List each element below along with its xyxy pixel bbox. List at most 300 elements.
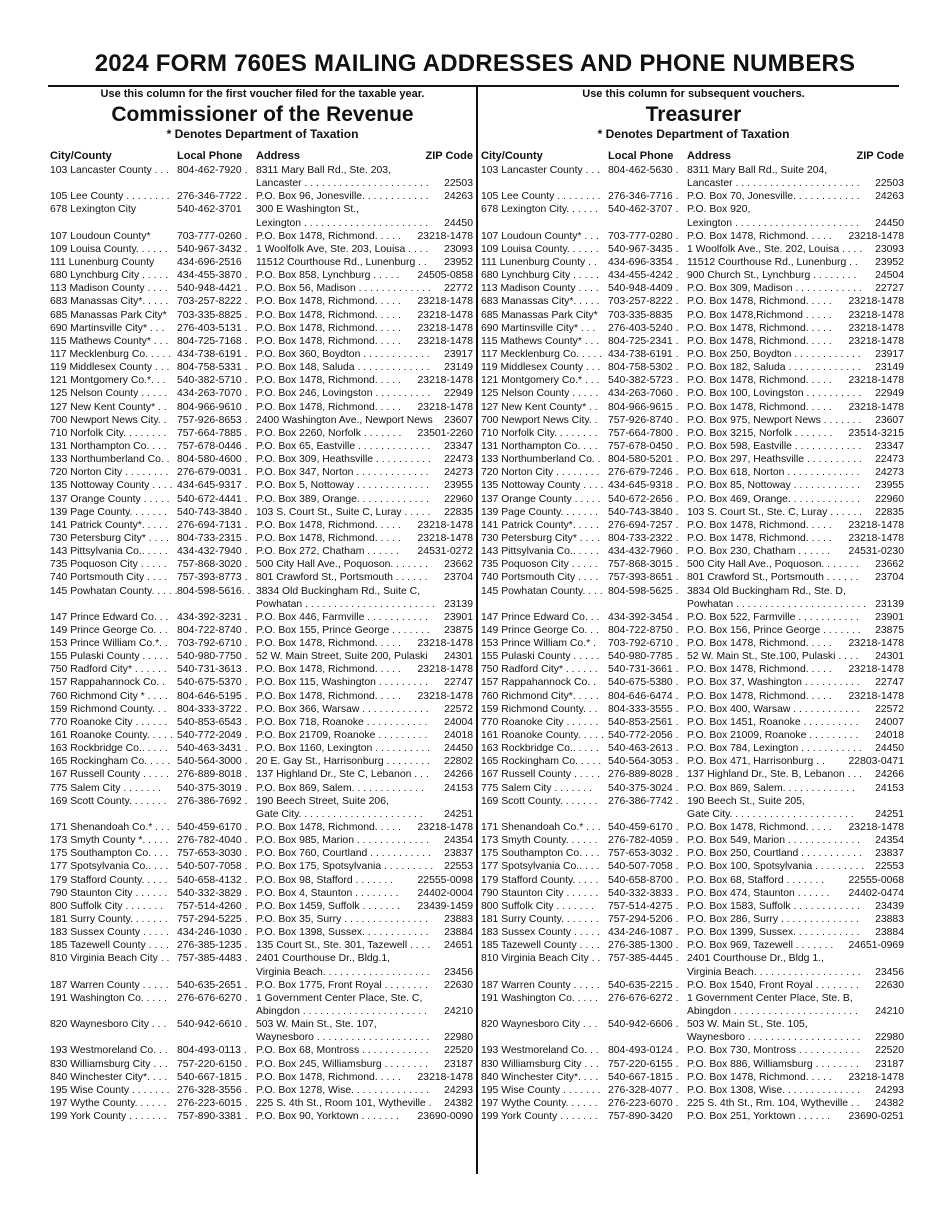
header-phone: Local Phone (177, 150, 243, 162)
table-row (481, 558, 906, 571)
cell-city: 157 Rappahannock Co. . (481, 677, 596, 689)
cell-zip: 23218-1478 (848, 230, 904, 242)
cell-city: 710 Norfolk City. . . . . . . . (50, 427, 167, 439)
table-row (50, 834, 475, 847)
cell-city: 810 Virginia Beach City . . (481, 953, 601, 965)
cell-phone: 703-257-8222 . (177, 296, 248, 308)
cell-city: 700 Newport News City. . (481, 414, 598, 426)
table-row (481, 230, 906, 243)
table-row (50, 913, 475, 926)
cell-zip: 23883 (444, 914, 473, 926)
cell-zip: 22727 (875, 283, 904, 295)
cell-address: P.O. Box 21709, Roanoke . . . . . . . . . (256, 730, 428, 742)
cell-address: P.O. Box 272, Chatham . . . . . . (256, 546, 400, 558)
cell-phone: 540-462-3707 . (608, 204, 679, 216)
cell-address: P.O. Box 90, Yorktown . . . . . . . (256, 1111, 400, 1123)
table-header (481, 148, 906, 164)
cell-phone: 540-382-5710 . (177, 375, 248, 387)
table-row (481, 374, 906, 387)
cell-address: P.O. Box 1451, Roanoke . . . . . . . . . . (687, 716, 859, 728)
cell-phone: 276-889-8028 . (608, 769, 679, 781)
table-row (481, 322, 906, 335)
table-row (50, 703, 475, 716)
cell-zip: 23607 (444, 414, 473, 426)
table-row (50, 190, 475, 203)
cell-zip: 23662 (875, 559, 904, 571)
cell-city: 720 Norton City . . . . . . . . (481, 467, 600, 479)
cell-address: 20 E. Gay St., Harrisonburg . . . . . . . . (256, 756, 430, 768)
cell-phone: 434-263-7070 . (177, 388, 248, 400)
cell-phone: 540-980-7785 . (608, 651, 679, 663)
cell-address: P.O. Box 886, Williamsburg . . . . . . . . (687, 1058, 859, 1070)
cell-phone: 804-580-5201 . (608, 454, 679, 466)
cell-phone: 757-890-3420 (608, 1111, 673, 1123)
cell-phone: 276-694-7131 . (177, 519, 248, 531)
table-row (50, 361, 475, 374)
cell-address: P.O. Box 1478, Richmond. . . . . (256, 401, 401, 413)
cell-address: P.O. Box 2260, Norfolk . . . . . . . (256, 427, 402, 439)
table-row (50, 532, 475, 545)
table-row (50, 322, 475, 335)
cell-phone: 434-455-3870 . (177, 270, 248, 282)
cell-address: 225 S. 4th St., Rm. 104, Wytheville . . (687, 1097, 860, 1109)
cell-address: P.O. Box 858, Lynchburg . . . . . (256, 270, 400, 282)
cell-address: P.O. Box 250, Boydton . . . . . . . . . . . . (687, 348, 861, 360)
cell-address: P.O. Box 65, Eastville . . . . . . . . . . . . . (256, 440, 431, 452)
cell-city: 760 Richmond City * . . . . (50, 690, 168, 702)
cell-address: P.O. Box 1478, Richmond. . . . . (687, 335, 832, 347)
cell-address: Powhatan . . . . . . . . . . . . . . . . . . . . . . . (687, 598, 867, 610)
cell-address: 503 W. Main St., Ste. 107, (256, 1019, 377, 1031)
cell-zip: 22747 (875, 677, 904, 689)
cell-zip: 23955 (444, 480, 473, 492)
cell-zip: 24450 (875, 217, 904, 229)
cell-zip: 23139 (444, 598, 473, 610)
cell-zip: 24382 (444, 1097, 473, 1109)
cell-zip: 24266 (444, 769, 473, 781)
cell-phone: 276-385-1235 . (177, 940, 248, 952)
table-row (50, 348, 475, 361)
cell-city: 139 Page County. . . . . . . (50, 506, 168, 518)
cell-city: 119 Middlesex County . . . (50, 362, 170, 374)
cell-address: P.O. Box 869, Salem. . . . . . . . . . . . . (687, 782, 855, 794)
cell-address: P.O. Box 1478, Richmond. . . . . (256, 309, 401, 321)
cell-address: P.O. Box 96, Jonesville. . . . . . . . . . . . (256, 191, 429, 203)
cell-zip: 23218-1478 (417, 309, 473, 321)
cell-zip: 23218-1478 (417, 401, 473, 413)
cell-address: 1 Government Center Place, Ste. B, (687, 992, 853, 1004)
cell-city: 760 Richmond City*. . . . . (481, 690, 599, 702)
cell-zip: 23218-1478 (848, 664, 904, 676)
table-row (481, 585, 906, 598)
cell-zip: 23218-1478 (848, 309, 904, 321)
table-row (50, 269, 475, 282)
table-row (481, 466, 906, 479)
cell-phone: 757-653-3030 . (177, 848, 248, 860)
table-row (481, 217, 906, 230)
cell-zip: 23218-1478 (417, 1071, 473, 1083)
table-row (481, 427, 906, 440)
header-city: City/County (481, 150, 543, 162)
cell-address: P.O. Box 1478, Richmond. . . . . (256, 519, 401, 531)
cell-phone: 540-853-2561 . (608, 716, 679, 728)
cell-address: 8311 Mary Ball Rd., Ste. 203, (256, 165, 391, 176)
cell-address: 1 Government Center Place, Ste. C, (256, 992, 423, 1004)
cell-phone: 276-328-4077 . (608, 1084, 679, 1096)
cell-zip: 23514-3215 (848, 427, 904, 439)
cell-address: Lancaster . . . . . . . . . . . . . . . . . . . . . . (256, 178, 429, 190)
cell-address: P.O. Box 469, Orange. . . . . . . . . . . . . (687, 493, 861, 505)
table-row (481, 1097, 906, 1110)
table-row (50, 992, 475, 1005)
cell-phone: 540-731-3661 . (608, 664, 679, 676)
table-row (481, 808, 906, 821)
table-row (481, 348, 906, 361)
cell-phone: 276-223-6070 . (608, 1097, 679, 1109)
cell-phone: 804-646-5195 . (177, 690, 248, 702)
table-row (50, 164, 475, 177)
cell-zip: 22803-0471 (848, 756, 904, 768)
cell-phone: 276-403-5240 . (608, 322, 679, 334)
cell-city: 195 Wise County . . . . . . . (50, 1084, 170, 1096)
cell-address: P.O. Box 297, Heathsville . . . . . . . . . . (687, 454, 862, 466)
cell-address: P.O. Box 1775, Front Royal . . . . . . . . (256, 979, 428, 991)
cell-address: Powhatan . . . . . . . . . . . . . . . . . . . . . . . (256, 598, 436, 610)
column-note: Use this column for subsequent vouchers. (582, 88, 805, 100)
cell-phone: 804-725-2341 . (608, 335, 679, 347)
cell-address: P.O. Box 1278, Wise. . . . . . . . . . . . . . (256, 1084, 430, 1096)
table-row (50, 401, 475, 414)
cell-phone: 540-743-3840 . (177, 506, 248, 518)
cell-address: P.O. Box 1478, Richmond. . . . . (687, 322, 832, 334)
cell-city: 115 Mathews County* . . . (481, 335, 600, 347)
table-row (50, 755, 475, 768)
table-row (481, 611, 906, 624)
cell-address: 103 S. Court St., Suite C, Luray . . . . . (256, 506, 431, 518)
cell-city: 790 Staunton City . . . . . . (50, 887, 168, 899)
cell-address: P.O. Box 1478, Richmond. . . . . (256, 322, 401, 334)
cell-address: P.O. Box 1478, Richmond. . . . . (687, 690, 832, 702)
cell-zip: 23218-1478 (417, 335, 473, 347)
cell-address: 3834 Old Buckingham Rd., Suite C, (256, 585, 421, 597)
cell-city: 135 Nottoway County . . . . (50, 480, 173, 492)
table-row (50, 1031, 475, 1044)
page-title: 2024 FORM 760ES MAILING ADDRESSES AND PHONE NUMBERS (94, 50, 856, 77)
cell-zip: 24263 (875, 191, 904, 203)
table-row (481, 860, 906, 873)
cell-address: P.O. Box 869, Salem. . . . . . . . . . . . . (256, 782, 424, 794)
table-row (481, 519, 906, 532)
cell-city: 117 Mecklenburg Co. . . . . (50, 348, 172, 360)
cell-address: 3834 Old Buckingham Rd., Ste. D, (687, 585, 846, 597)
cell-city: 185 Tazewell County . . . . (50, 940, 169, 952)
cell-zip: 24354 (875, 835, 904, 847)
table-row (50, 1044, 475, 1057)
cell-phone: 434-738-6191 . (177, 348, 248, 360)
cell-zip: 23837 (444, 848, 473, 860)
commissioner-column (50, 87, 475, 1123)
cell-zip: 23218-1478 (848, 519, 904, 531)
cell-city: 127 New Kent County* . . (50, 401, 167, 413)
cell-zip: 23218-1478 (848, 1071, 904, 1083)
cell-address: P.O. Box 347, Norton . . . . . . . . . . . . . (256, 467, 429, 479)
cell-zip: 24210 (875, 1006, 904, 1017)
cell-city: 161 Roanoke County. . . . . (50, 730, 173, 742)
table-row (481, 637, 906, 650)
cell-phone: 804-598-5625 . (608, 585, 679, 597)
table-row (481, 1058, 906, 1071)
cell-phone: 540-463-2613 . (608, 743, 679, 755)
cell-address: P.O. Box 760, Courtland . . . . . . . . . . . (256, 848, 431, 860)
table-row (50, 768, 475, 781)
cell-city: 137 Orange County . . . . . (50, 493, 170, 505)
cell-zip: 23690-0251 (848, 1111, 904, 1123)
cell-city: 800 Suffolk City . . . . . . . (50, 900, 163, 912)
cell-city: 169 Scott County. . . . . . . (481, 795, 598, 807)
cell-zip: 24531-0272 (417, 546, 473, 558)
cell-phone: 757-514-4260 . (177, 900, 248, 912)
cell-phone: 703-777-0260 . (177, 230, 248, 242)
cell-city: 131 Northampton Co. . . . (481, 440, 598, 452)
cell-zip: 23952 (444, 256, 473, 268)
table-row (481, 979, 906, 992)
cell-address: P.O. Box 70, Jonesville. . . . . . . . . . . . (687, 191, 860, 203)
cell-address: P.O. Box 730, Montross . . . . . . . . . . . (687, 1045, 860, 1057)
cell-phone: 757-514-4275 . (608, 900, 679, 912)
cell-address: P.O. Box 969, Tazewell . . . . . . . (687, 940, 834, 952)
cell-phone: 434-645-9318 . (608, 480, 679, 492)
cell-zip: 22630 (875, 979, 904, 991)
cell-address: P.O. Box 1478, Richmond. . . . . (687, 532, 832, 544)
cell-zip: 22747 (444, 677, 473, 689)
cell-city: 155 Pulaski County . . . . . (50, 651, 169, 663)
cell-phone: 434-738-6191 . (608, 348, 679, 360)
cell-address: P.O. Box 920, (687, 204, 751, 216)
cell-zip: 22473 (444, 454, 473, 466)
cell-phone: 540-564-3000 . (177, 756, 248, 768)
table-row (481, 387, 906, 400)
cell-zip: 24273 (444, 467, 473, 479)
cell-zip: 22572 (875, 703, 904, 715)
cell-city: 197 Wythe County. . . . . . (481, 1097, 598, 1109)
cell-address: P.O. Box 618, Norton . . . . . . . . . . . . . (687, 467, 860, 479)
table-row (50, 427, 475, 440)
cell-zip: 24153 (444, 782, 473, 794)
table-row (481, 453, 906, 466)
cell-address: P.O. Box 4, Staunton . . . . . . . . (256, 887, 399, 899)
cell-city: 820 Waynesboro City . . . (50, 1019, 167, 1031)
cell-phone: 276-889-8018 . (177, 769, 248, 781)
cell-city: 173 Smyth County. . . . . . (481, 835, 598, 847)
cell-address: 900 Church St., Lynchburg . . . . . . . . (687, 270, 857, 282)
cell-city: 121 Montgomery Co.* . . . (481, 375, 600, 387)
cell-zip: 23704 (875, 572, 904, 584)
cell-zip: 23875 (444, 624, 473, 636)
table-row (50, 243, 475, 256)
cell-address: 225 S. 4th St., Room 101, Wytheville . (256, 1097, 432, 1109)
cell-address: 2401 Courthouse Dr., Bldg.1, (256, 953, 391, 965)
cell-address: 500 City Hall Ave., Poquoson. . . . . . . (256, 559, 428, 571)
table-row (50, 624, 475, 637)
cell-city: 141 Patrick County*. . . . . (50, 519, 168, 531)
cell-zip: 23218-1478 (417, 822, 473, 834)
cell-zip: 23952 (875, 256, 904, 268)
table-row (50, 663, 475, 676)
cell-address: P.O. Box 1540, Front Royal . . . . . . . . (687, 979, 859, 991)
table-row (481, 782, 906, 795)
cell-address: P.O. Box 175, Spotsylvania . . . . . . . . . (256, 861, 434, 873)
cell-zip: 23884 (444, 927, 473, 939)
column-heading: Commissioner of the Revenue (111, 103, 414, 126)
cell-address: P.O. Box 230, Chatham . . . . . . (687, 546, 831, 558)
table-row (481, 190, 906, 203)
cell-zip: 23901 (875, 611, 904, 623)
cell-zip: 24018 (444, 730, 473, 742)
table-row (481, 335, 906, 348)
cell-address: 500 City Hall Ave., Poquoson. . . . . . . (687, 559, 859, 571)
table-row (50, 440, 475, 453)
cell-zip: 22960 (875, 493, 904, 505)
cell-phone: 540-675-5380 . (608, 677, 679, 689)
table-row (50, 1058, 475, 1071)
table-row (50, 203, 475, 216)
table-row (481, 966, 906, 979)
table-row (481, 571, 906, 584)
cell-zip: 23347 (875, 440, 904, 452)
cell-zip: 23439 (875, 900, 904, 912)
table-row (50, 217, 475, 230)
cell-city: 700 Newport News City. . (50, 414, 167, 426)
cell-city: 139 Page County. . . . . . . (481, 506, 599, 518)
cell-city: 740 Portsmouth City . . . . (481, 572, 599, 584)
cell-phone: 276-328-3556 . (177, 1084, 248, 1096)
cell-city: 111 Lunenburg County . . (481, 256, 597, 268)
cell-zip: 24004 (444, 716, 473, 728)
cell-phone: 804-722-8750 . (608, 624, 679, 636)
cell-zip: 24651 (444, 940, 473, 952)
cell-zip: 24301 (444, 651, 473, 663)
cell-phone: 434-696-3354 . (608, 256, 679, 268)
cell-zip: 22555-0098 (417, 874, 473, 886)
cell-address: P.O. Box 250, Courtland . . . . . . . . . . . (687, 848, 862, 860)
table-row (481, 624, 906, 637)
cell-phone: 434-696-2516 (177, 256, 242, 268)
cell-zip: 22503 (444, 178, 473, 190)
table-row (50, 1097, 475, 1110)
cell-city: 109 Louisa County. . . . . . (481, 243, 599, 255)
cell-zip: 23875 (875, 624, 904, 636)
cell-address: Gate City. . . . . . . . . . . . . . . . . . . . . . (256, 808, 423, 820)
table-row (50, 282, 475, 295)
table-row (481, 295, 906, 308)
table-row (50, 479, 475, 492)
cell-zip: 23218-1478 (848, 322, 904, 334)
cell-phone: 757-890-3381 . (177, 1111, 248, 1123)
cell-city: 820 Waynesboro City . . . (481, 1019, 598, 1031)
cell-address: P.O. Box 56, Madison . . . . . . . . . . . . . (256, 283, 431, 295)
cell-zip: 23218-1478 (417, 690, 473, 702)
table-row (50, 821, 475, 834)
table-row (481, 282, 906, 295)
cell-city: 179 Stafford County. . . . . (50, 874, 168, 886)
cell-city: 830 Williamsburg City . . . (50, 1058, 168, 1070)
cell-zip: 23093 (444, 243, 473, 255)
cell-zip: 22553 (875, 861, 904, 873)
cell-zip: 23149 (444, 362, 473, 374)
cell-address: 11512 Courthouse Rd., Lunenburg . . (256, 256, 427, 268)
cell-phone: 540-967-3435 . (608, 243, 679, 255)
cell-city: 800 Suffolk City . . . . . . . (481, 900, 594, 912)
cell-city: 775 Salem City . . . . . . . (481, 782, 592, 794)
cell-phone: 540-731-3613 . (177, 664, 248, 676)
table-row (50, 295, 475, 308)
cell-zip: 24251 (444, 808, 473, 820)
cell-city: 159 Richmond County. . . (481, 703, 598, 715)
cell-zip: 24251 (875, 808, 904, 820)
cell-phone: 276-403-5131 . (177, 322, 248, 334)
cell-city: 199 York County . . . . . . . (481, 1111, 598, 1123)
cell-phone: 434-263-7060 . (608, 388, 679, 400)
cell-address: P.O. Box 1478, Richmond. . . . . (687, 822, 832, 834)
cell-phone: 804-722-8740 . (177, 624, 248, 636)
cell-address: P.O. Box 474, Staunton . . . . . . (687, 887, 830, 899)
cell-city: 143 Pittsylvania Co.. . . . . (50, 546, 168, 558)
cell-city: 103 Lancaster County . . . (481, 165, 600, 176)
cell-zip: 24293 (444, 1084, 473, 1096)
cell-address: P.O. Box 1459, Suffolk . . . . . . . (256, 900, 401, 912)
cell-address: P.O. Box 251, Yorktown . . . . . . (687, 1111, 831, 1123)
cell-zip: 23218-1478 (848, 532, 904, 544)
cell-phone: 804-333-3722 . (177, 703, 248, 715)
cell-zip: 23883 (875, 914, 904, 926)
table-row (50, 887, 475, 900)
table-row (481, 755, 906, 768)
table-row (50, 519, 475, 532)
cell-phone: 757-294-5225 . (177, 914, 248, 926)
table-row (481, 1031, 906, 1044)
cell-address: Virginia Beach. . . . . . . . . . . . . . . . . . . (687, 966, 861, 978)
cell-zip: 23218-1478 (417, 296, 473, 308)
cell-address: P.O. Box 389, Orange. . . . . . . . . . . . . (256, 493, 430, 505)
cell-address: P.O. Box 309, Heathsville . . . . . . . . . . (256, 454, 431, 466)
cell-phone: 540-564-3053 . (608, 756, 679, 768)
cell-city: 113 Madison County . . . . (50, 283, 168, 295)
cell-address: P.O. Box 246, Lovingston . . . . . . . . . . (256, 388, 431, 400)
cell-phone: 434-432-7960 . (608, 546, 679, 558)
table-row (50, 966, 475, 979)
cell-address: P.O. Box 1478, Richmond. . . . . (687, 375, 832, 387)
cell-phone: 757-678-0446 . (177, 440, 248, 452)
cell-zip: 24531-0230 (848, 546, 904, 558)
cell-city: 107 Loudoun County* . . . (481, 230, 599, 242)
table-row (50, 598, 475, 611)
cell-address: P.O. Box 471, Harrisonburg . . (687, 756, 825, 768)
cell-zip: 24450 (444, 217, 473, 229)
cell-city: 109 Louisa County. . . . . . (50, 243, 168, 255)
table-row (50, 690, 475, 703)
cell-phone: 434-645-9317 . (177, 480, 248, 492)
cell-phone: 540-772-2056 . (608, 730, 679, 742)
cell-phone: 540-635-2215 . (608, 979, 679, 991)
cell-address: 1 Woolfolk Ave., Ste. 202, Louisa . . . . (687, 243, 863, 255)
cell-address: P.O. Box 155, Prince George . . . . . . . (256, 624, 430, 636)
table-row (481, 729, 906, 742)
cell-phone: 757-653-3032 . (608, 848, 679, 860)
cell-city: 183 Sussex County . . . . . (50, 927, 169, 939)
cell-zip: 22630 (444, 979, 473, 991)
table-row (481, 690, 906, 703)
cell-zip: 23218-1478 (417, 322, 473, 334)
